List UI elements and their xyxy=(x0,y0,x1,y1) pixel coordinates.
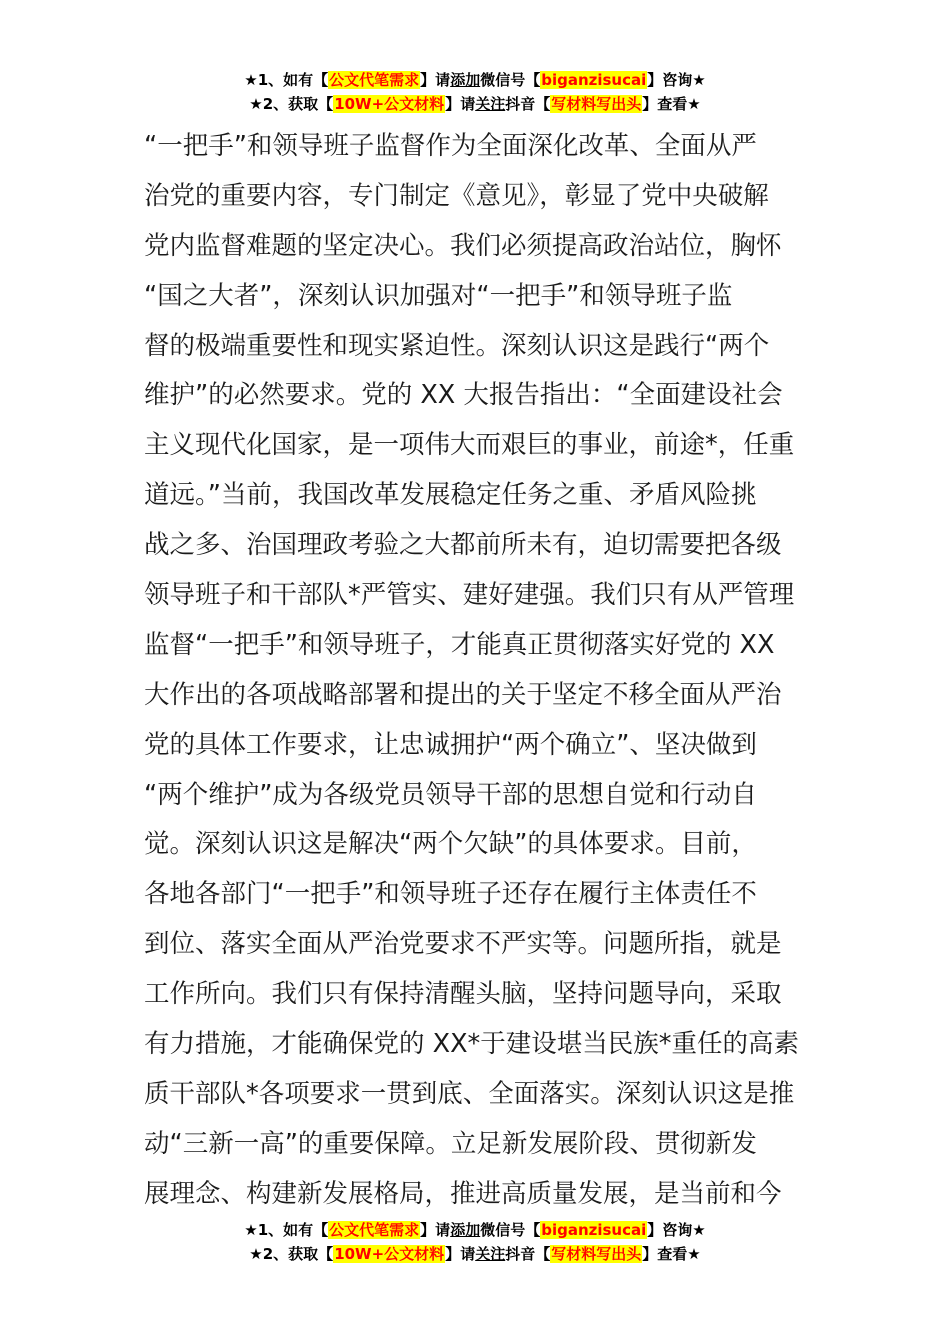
banner-underlined-text: 关注 xyxy=(475,1245,506,1263)
body-line: 质干部队*各项要求一贯到底、全面落实。深刻认识这是推 xyxy=(144,1078,795,1109)
banner-text: 】请 xyxy=(420,71,451,89)
body-line: “一把手”和领导班子监督作为全面深化改革、全面从严 xyxy=(144,131,757,161)
banner-underlined-text: 关注 xyxy=(475,95,506,113)
body-line: 有力措施，才能确保党的 XX*于建设堪当民族*重任的高素 xyxy=(144,1029,800,1060)
banner-wechat-id: biganzisucai xyxy=(541,1221,647,1239)
body-line: 大作出的各项战略部署和提出的关于坚定不移全面从严治 xyxy=(144,679,782,710)
body-line: “国之大者”，深刻认识加强对“一把手”和领导班子监 xyxy=(144,280,733,311)
banner-text: 】咨询★ xyxy=(647,71,706,89)
body-line: 战之多、治国理政考验之大都前所未有，迫切需要把各级 xyxy=(144,530,782,561)
body-line: 维护”的必然要求。党的 XX 大报告指出：“全面建设社会 xyxy=(144,380,783,411)
banner-highlight: 10W+公文材料 xyxy=(334,95,445,113)
banner-text: 】请 xyxy=(445,95,476,113)
banner-text: 】查看★ xyxy=(642,95,701,113)
banner-text: 抖音【 xyxy=(505,95,551,113)
body-line: 领导班子和干部队*严管实、建好建强。我们只有从严管理 xyxy=(144,580,795,611)
body-line: 到位、落实全面从严治党要求不严实等。问题所指，就是 xyxy=(144,929,782,960)
banner-highlight: 写材料写出头 xyxy=(551,1245,642,1263)
banner-text: ★1、如有【 xyxy=(244,71,329,89)
banner-text: 】请 xyxy=(445,1245,476,1263)
body-line: 各地各部门“一把手”和领导班子还存在履行主体责任不 xyxy=(144,879,757,910)
banner-line-1 xyxy=(0,1218,950,1242)
banner-text: 】咨询★ xyxy=(647,1221,706,1239)
banner-highlight: 写材料写出头 xyxy=(551,95,642,113)
body-line: 监督“一把手”和领导班子，才能真正贯彻落实好党的 XX xyxy=(144,629,775,660)
body-line: 道远。”当前，我国改革发展稳定任务之重、矛盾风险挑 xyxy=(144,480,757,511)
banner-text: 微信号【 xyxy=(480,1221,541,1239)
body-line: “两个维护”成为各级党员领导干部的思想自觉和行动自 xyxy=(144,779,757,810)
banner-underlined-text: 添加 xyxy=(450,71,481,89)
body-line: 治党的重要内容，专门制定《意见》，彰显了党中央破解 xyxy=(144,180,769,211)
banner-text: ★2、获取【 xyxy=(249,95,334,113)
banner-text: 微信号【 xyxy=(480,71,541,89)
banner-highlight: 10W+公文材料 xyxy=(334,1245,445,1263)
body-line: 工作所向。我们只有保持清醒头脑，坚持问题导向，采取 xyxy=(144,979,782,1010)
banner-highlight: 公文代笔需求 xyxy=(329,71,420,89)
banner-line-2 xyxy=(0,1242,950,1266)
header-banner xyxy=(0,68,950,116)
body-line: 觉。深刻认识这是解决“两个欠缺”的具体要求。目前， xyxy=(144,829,757,860)
body-line: 主义现代化国家，是一项伟大而艰巨的事业，前途*，任重 xyxy=(144,430,795,461)
banner-wechat-id: biganzisucai xyxy=(541,71,647,89)
document-body xyxy=(144,122,806,1220)
banner-highlight: 公文代笔需求 xyxy=(329,1221,420,1239)
banner-text: 抖音【 xyxy=(505,1245,551,1263)
body-line: 党内监督难题的坚定决心。我们必须提高政治站位，胸怀 xyxy=(144,230,782,261)
banner-underlined-text: 添加 xyxy=(450,1221,481,1239)
footer-banner xyxy=(0,1218,950,1266)
banner-text: ★2、获取【 xyxy=(249,1245,334,1263)
body-line: 动“三新一高”的重要保障。立足新发展阶段、贯彻新发 xyxy=(144,1128,757,1159)
banner-line-2 xyxy=(0,92,950,116)
banner-text: ★1、如有【 xyxy=(244,1221,329,1239)
banner-text: 】查看★ xyxy=(642,1245,701,1263)
body-line: 展理念、构建新发展格局，推进高质量发展，是当前和今 xyxy=(144,1178,782,1209)
body-line: 党的具体工作要求，让忠诚拥护“两个确立”、坚决做到 xyxy=(144,729,757,760)
banner-text: 】请 xyxy=(420,1221,451,1239)
banner-line-1 xyxy=(0,68,950,92)
body-line: 督的极端重要性和现实紧迫性。深刻认识这是践行“两个 xyxy=(144,330,770,361)
